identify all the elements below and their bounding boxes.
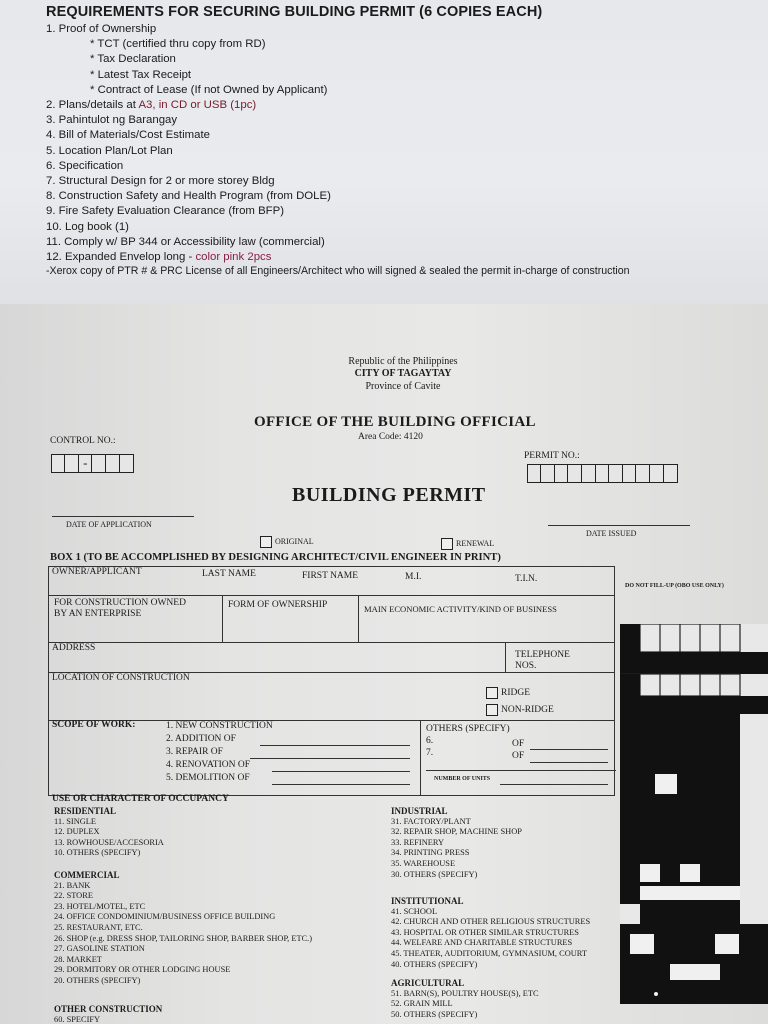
req-item: 7. Structural Design for 2 or more storey Bldg bbox=[46, 175, 275, 188]
req-item-highlight: color pink 2pcs bbox=[195, 251, 272, 264]
ridge-option[interactable] bbox=[486, 687, 530, 699]
col-divider bbox=[420, 720, 421, 796]
commercial-heading: COMMERCIAL bbox=[54, 870, 120, 880]
owner-applicant-label: OWNER/APPLICANT bbox=[52, 567, 142, 577]
scope-item: 2. ADDITION OF bbox=[166, 734, 236, 744]
province-label: Province of Cavite bbox=[365, 381, 441, 392]
req-item-text: 2. Plans/details at bbox=[46, 99, 139, 112]
req-item: 10. Log book (1) bbox=[46, 220, 129, 233]
others-of: OF bbox=[512, 739, 525, 749]
requirements-sheet bbox=[0, 0, 768, 304]
req-subitem: * Latest Tax Receipt bbox=[90, 68, 192, 81]
date-issued-label: DATE ISSUED bbox=[586, 529, 637, 538]
mi-label: M.I. bbox=[405, 572, 422, 582]
permit-no-boxes[interactable] bbox=[528, 464, 678, 483]
units-fill-line[interactable] bbox=[500, 784, 608, 785]
occupancy-option[interactable]: 44. WELFARE AND CHARITABLE STRUCTURES bbox=[391, 938, 573, 948]
occupancy-option[interactable]: 43. HOSPITAL OR OTHER SIMILAR STRUCTURES bbox=[391, 927, 579, 937]
agricultural-list bbox=[391, 978, 539, 1020]
ridge-checkbox[interactable] bbox=[486, 687, 498, 699]
col-divider bbox=[505, 642, 506, 672]
occupancy-option[interactable]: 41. SCHOOL bbox=[391, 906, 438, 916]
req-item: 9. Fire Safety Evaluation Clearance (from BFP) bbox=[46, 205, 285, 218]
others-of: OF bbox=[512, 751, 525, 761]
permit-no-label: PERMIT NO.: bbox=[524, 451, 580, 461]
occupancy-option[interactable]: 52. GRAIN MILL bbox=[391, 999, 453, 1009]
occupancy-option[interactable]: 45. THEATER, AUDITORIUM, GYMNASIUM, COURT bbox=[391, 948, 588, 958]
scope-item: 3. REPAIR OF bbox=[166, 747, 223, 757]
non-ridge-checkbox[interactable] bbox=[486, 704, 498, 716]
last-name-label: LAST NAME bbox=[202, 569, 256, 579]
occupancy-option[interactable]: 21. BANK bbox=[54, 880, 91, 890]
institutional-heading: INSTITUTIONAL bbox=[391, 896, 464, 906]
other-construction-heading: OTHER CONSTRUCTION bbox=[54, 1004, 163, 1014]
occupancy-option[interactable]: 30. OTHERS (SPECIFY) bbox=[391, 869, 478, 879]
req-item: 5. Location Plan/Lot Plan bbox=[46, 144, 173, 157]
occupancy-option[interactable]: 29. DORMITORY OR OTHER LODGING HOUSE bbox=[54, 965, 231, 975]
telephone-nos-label: NOS. bbox=[515, 661, 537, 671]
original-option[interactable] bbox=[260, 536, 314, 548]
occupancy-option[interactable]: 11. SINGLE bbox=[54, 816, 97, 826]
occupancy-option[interactable]: 24. OFFICE CONDOMINIUM/BUSINESS OFFICE BUILDING bbox=[54, 912, 276, 922]
req-item bbox=[46, 98, 768, 113]
occupancy-option[interactable]: 20. OTHERS (SPECIFY) bbox=[54, 975, 141, 985]
req-subitem: * Tax Declaration bbox=[90, 53, 176, 66]
residential-list bbox=[54, 806, 164, 859]
others-fill-line[interactable] bbox=[530, 762, 608, 763]
requirements-title: REQUIREMENTS FOR SECURING BUILDING PERMIT (6 COPIES EACH) bbox=[46, 4, 543, 20]
scope-fill-line[interactable] bbox=[272, 771, 410, 772]
industrial-list bbox=[391, 806, 522, 880]
area-code: Area Code: 4120 bbox=[358, 432, 423, 442]
other-construction-list bbox=[54, 1004, 162, 1024]
occupancy-option[interactable]: 32. REPAIR SHOP, MACHINE SHOP bbox=[391, 827, 522, 837]
address-label: ADDRESS bbox=[52, 643, 96, 653]
location-label: LOCATION OF CONSTRUCTION bbox=[52, 673, 190, 683]
others-seven: 7. bbox=[426, 748, 434, 758]
scope-item: 5. DEMOLITION OF bbox=[166, 773, 250, 783]
control-no-dash: - bbox=[78, 454, 93, 473]
control-no-boxes[interactable] bbox=[52, 454, 134, 473]
occupancy-option[interactable]: 50. OTHERS (SPECIFY) bbox=[391, 1009, 478, 1019]
building-permit-form bbox=[0, 304, 768, 1024]
col-divider bbox=[222, 595, 223, 642]
ridge-label: RIDGE bbox=[501, 688, 531, 699]
commercial-list bbox=[54, 870, 312, 987]
republic-label: Republic of the Philippines bbox=[348, 356, 458, 367]
occupancy-heading: USE OR CHARACTER OF OCCUPANCY bbox=[52, 794, 229, 804]
req-item: 11. Comply w/ BP 344 or Accessibility law (commercial) bbox=[46, 235, 325, 248]
occupancy-option[interactable]: 26. SHOP (e.g. DRESS SHOP, TAILORING SHOP, BARBER SHOP, ETC.) bbox=[54, 933, 313, 943]
obo-use-only-label: DO NOT FILL-UP (OBO USE ONLY) bbox=[625, 583, 724, 589]
req-subitem: * Contract of Lease (If not Owned by Applicant) bbox=[90, 83, 328, 96]
scope-fill-line[interactable] bbox=[272, 784, 410, 785]
scope-label: SCOPE OF WORK: bbox=[52, 720, 136, 730]
others-six: 6. bbox=[426, 736, 434, 746]
occupancy-option[interactable]: 27. GASOLINE STATION bbox=[54, 944, 145, 954]
renewal-option[interactable] bbox=[441, 538, 494, 550]
req-item: 8. Construction Safety and Health Program (from DOLE) bbox=[46, 190, 331, 203]
obo-code-grid bbox=[620, 624, 768, 1004]
first-name-label: FIRST NAME bbox=[302, 571, 359, 581]
telephone-label: TELEPHONE bbox=[515, 650, 570, 660]
occupancy-option[interactable]: 34. PRINTING PRESS bbox=[391, 848, 470, 858]
occupancy-option[interactable]: 10. OTHERS (SPECIFY) bbox=[54, 848, 141, 858]
original-label: ORIGINAL bbox=[275, 536, 314, 546]
number-of-units-label: NUMBER OF UNITS bbox=[434, 776, 491, 782]
occupancy-option[interactable]: 42. CHURCH AND OTHER RELIGIOUS STRUCTURES bbox=[391, 917, 591, 927]
occupancy-option[interactable]: 40. OTHERS (SPECIFY) bbox=[391, 959, 478, 969]
renewal-label: RENEWAL bbox=[456, 538, 495, 548]
date-application-label: DATE OF APPLICATION bbox=[66, 520, 152, 529]
row-divider bbox=[48, 595, 615, 596]
agricultural-heading: AGRICULTURAL bbox=[391, 978, 465, 988]
scope-item: 4. RENOVATION OF bbox=[166, 760, 251, 770]
box1-heading: BOX 1 (TO BE ACCOMPLISHED BY DESIGNING ARCHITECT/CIVIL ENGINEER IN PRINT) bbox=[50, 552, 501, 563]
req-item-text: 12. Expanded Envelop long - bbox=[46, 251, 196, 264]
form-of-ownership-label: FORM OF OWNERSHIP bbox=[228, 600, 328, 610]
occupancy-option[interactable]: 25. RESTAURANT, ETC. bbox=[54, 922, 143, 932]
others-fill-line[interactable] bbox=[530, 749, 608, 750]
residential-heading: RESIDENTIAL bbox=[54, 806, 117, 816]
renewal-checkbox[interactable] bbox=[441, 538, 453, 550]
req-item: 1. Proof of Ownership bbox=[46, 23, 157, 35]
original-checkbox[interactable] bbox=[260, 536, 272, 548]
req-item: 6. Specification bbox=[46, 159, 124, 172]
main-economic-label: MAIN ECONOMIC ACTIVITY/KIND OF BUSINESS bbox=[364, 604, 557, 614]
req-item: 4. Bill of Materials/Cost Estimate bbox=[46, 129, 210, 142]
occupancy-option[interactable]: 35. WAREHOUSE bbox=[391, 858, 456, 868]
occupancy-option[interactable]: 60. SPECIFY bbox=[54, 1014, 101, 1024]
scope-fill-line[interactable] bbox=[250, 758, 410, 759]
row-divider bbox=[48, 642, 615, 643]
req-item bbox=[46, 250, 768, 265]
row-divider bbox=[426, 770, 616, 771]
others-specify-label: OTHERS (SPECIFY) bbox=[426, 724, 510, 734]
date-application-line bbox=[52, 516, 194, 517]
req-subitem: * TCT (certified thru copy from RD) bbox=[90, 38, 266, 51]
date-issued-line bbox=[548, 525, 690, 526]
non-ridge-label: NON-RIDGE bbox=[501, 705, 554, 716]
by-enterprise-label: BY AN ENTERPRISE bbox=[54, 609, 142, 619]
occupancy-option[interactable]: 33. REFINERY bbox=[391, 837, 445, 847]
req-item: 3. Pahintulot ng Barangay bbox=[46, 114, 178, 127]
occupancy-option[interactable]: 28. MARKET bbox=[54, 954, 102, 964]
occupancy-option[interactable]: 12. DUPLEX bbox=[54, 827, 100, 837]
form-title: BUILDING PERMIT bbox=[292, 484, 486, 506]
occupancy-option[interactable]: 22. STORE bbox=[54, 891, 93, 901]
non-ridge-option[interactable] bbox=[486, 704, 554, 716]
institutional-list bbox=[391, 896, 590, 970]
for-construction-label: FOR CONSTRUCTION OWNED bbox=[54, 598, 186, 608]
col-divider bbox=[358, 595, 359, 642]
occupancy-option[interactable]: 13. ROWHOUSE/ACCESORIA bbox=[54, 837, 164, 847]
office-title: OFFICE OF THE BUILDING OFFICIAL bbox=[254, 414, 536, 430]
req-item-highlight: A3, in CD or USB (1pc) bbox=[138, 99, 257, 112]
occupancy-option[interactable]: 23. HOTEL/MOTEL, ETC bbox=[54, 901, 146, 911]
occupancy-option[interactable]: 51. BARN(S), POULTRY HOUSE(S), ETC bbox=[391, 988, 539, 998]
industrial-heading: INDUSTRIAL bbox=[391, 806, 448, 816]
occupancy-option[interactable]: 31. FACTORY/PLANT bbox=[391, 816, 471, 826]
req-note: -Xerox copy of PTR # & PRC License of all Engineers/Architect who will signed & sealed the permit in-charge of construction bbox=[46, 265, 630, 278]
scope-item: 1. NEW CONSTRUCTION bbox=[166, 721, 273, 731]
scope-fill-line[interactable] bbox=[260, 745, 410, 746]
control-no-label: CONTROL NO.: bbox=[50, 436, 116, 446]
tin-label: T.I.N. bbox=[515, 574, 538, 584]
city-label: CITY OF TAGAYTAY bbox=[354, 368, 452, 379]
